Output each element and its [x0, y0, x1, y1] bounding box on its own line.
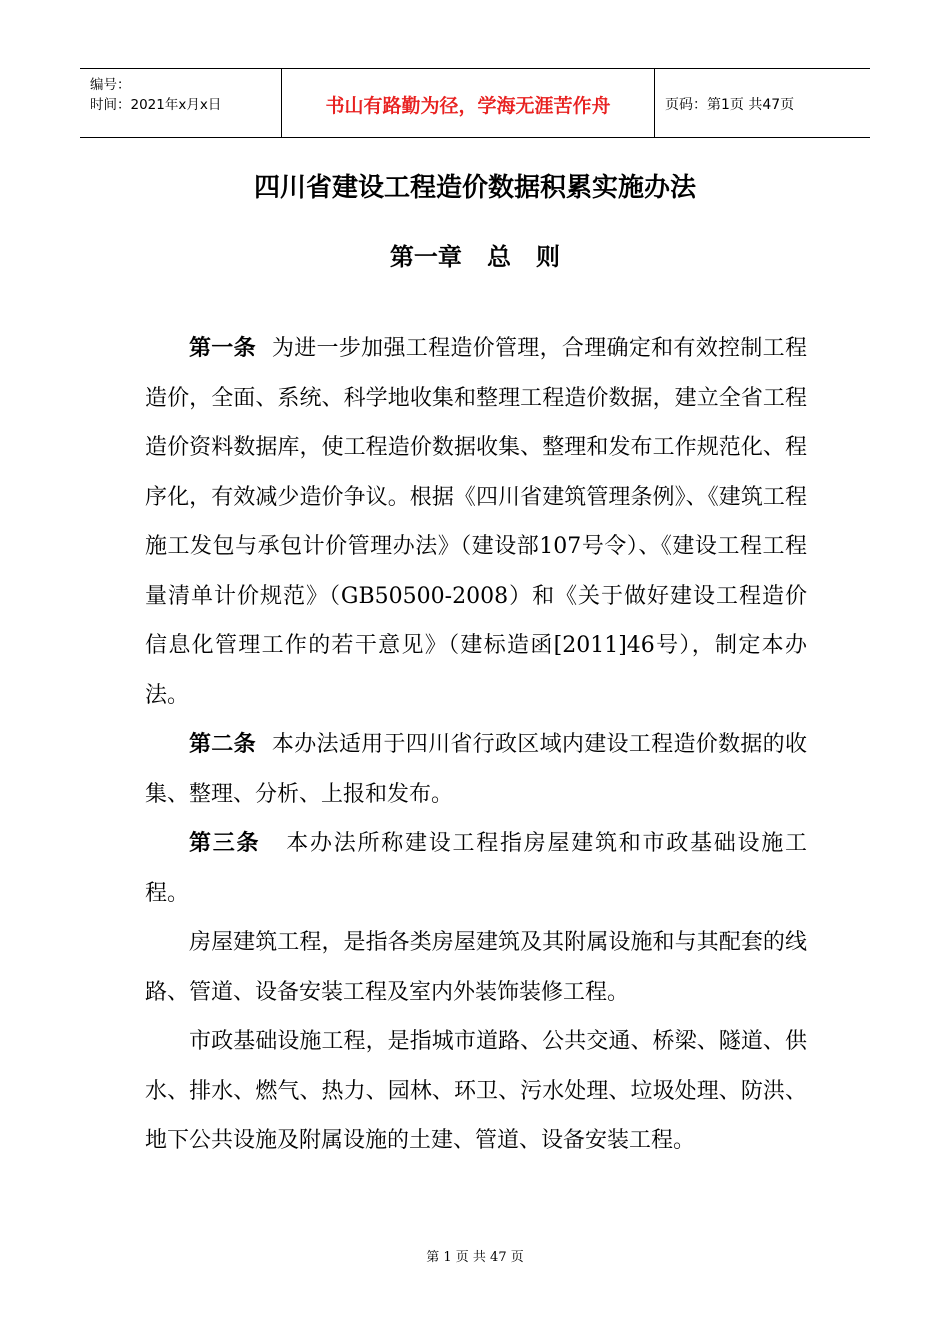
- header-info-cell: [80, 69, 282, 137]
- time-label: 时间：2021年x月x日: [90, 97, 222, 113]
- body-paragraph: [145, 1017, 807, 1166]
- article-number: 第二条: [189, 732, 256, 757]
- paragraph-text: 房屋建筑工程，是指各类房屋建筑及其附属设施和与其配套的线路、管道、设备安装工程及室内外装饰装修工程。: [145, 930, 807, 1005]
- body-paragraph: [145, 918, 807, 1017]
- article-number: 第一条: [189, 336, 256, 361]
- header-page-info: 页码：第1页 共47页: [665, 97, 795, 113]
- article-paragraph: [145, 720, 807, 819]
- chapter-heading: 第一章 总 则: [389, 243, 561, 271]
- header-page-cell: [655, 69, 870, 137]
- article-number: 第三条: [189, 831, 261, 856]
- serial-label: 编号：: [90, 77, 131, 93]
- header-motto-cell: [282, 69, 655, 137]
- paragraph-text: 市政基础设施工程，是指城市道路、公共交通、桥梁、隧道、供水、排水、燃气、热力、园林、环卫、污水处理、垃圾处理、防洪、地下公共设施及附属设施的土建、管道、设备安装工程。: [145, 1029, 807, 1153]
- document-body: [145, 324, 807, 1166]
- page-header-table: [80, 68, 870, 138]
- article-text: 本办法适用于四川省行政区域内建设工程造价数据的收集、整理、分析、上报和发布。: [145, 732, 807, 807]
- article-paragraph: [145, 819, 807, 918]
- motto-text: 书山有路勤为径，学海无涯苦作舟: [325, 95, 611, 117]
- article-paragraph: [145, 324, 807, 720]
- article-text: 为进一步加强工程造价管理，合理确定和有效控制工程造价，全面、系统、科学地收集和整理工程造价数据，建立全省工程造价资料数据库，使工程造价数据收集、整理和发布工作规范化、程序化，有效减少造价争议。根据《四川省建筑管理条例》、《建筑工程施工发包与承包计价管理办法》（建设部107号令）、《建设工程工程量清单计价规范》（GB50500-2008）和《关于做好建设工程造价信息化管理工作的若干意见》（建标造函[2011]46号），制定本办法。: [145, 336, 807, 708]
- page-footer: 第 1 页 共 47 页: [426, 1250, 524, 1265]
- article-text: 本办法所称建设工程指房屋建筑和市政基础设施工程。: [145, 831, 807, 906]
- document-title: 四川省建设工程造价数据积累实施办法: [253, 173, 696, 203]
